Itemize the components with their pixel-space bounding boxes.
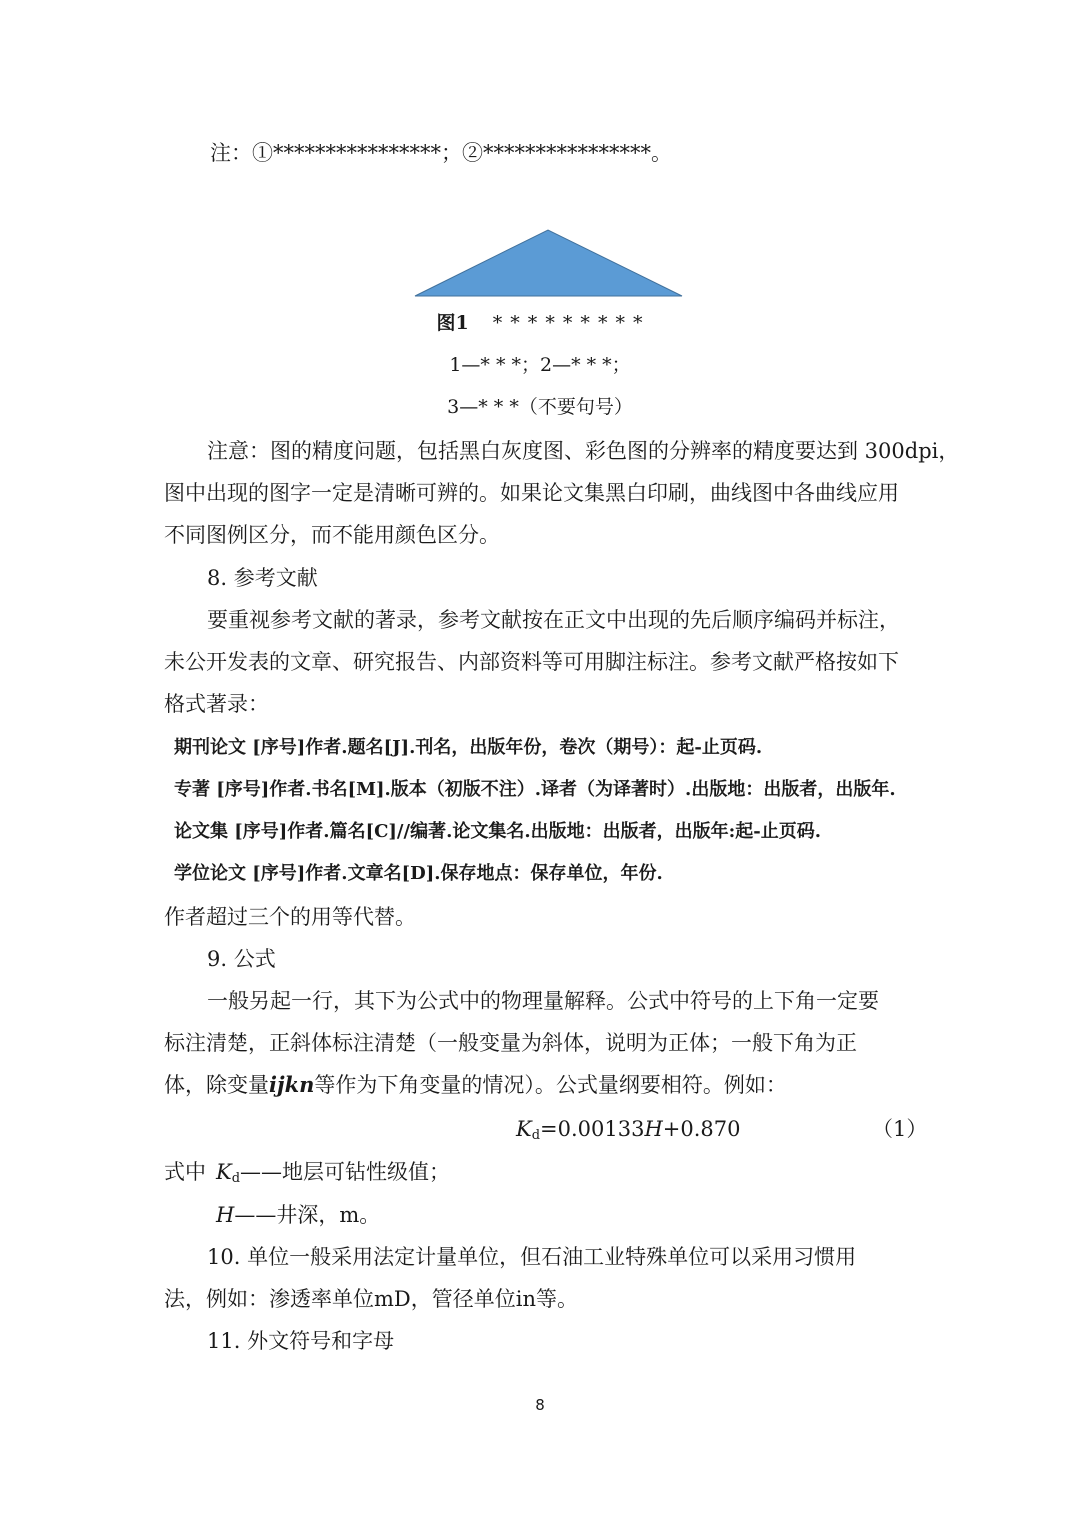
figure-legend-line2: 3—* * *（不要句号） xyxy=(447,396,633,418)
section9-body1: 一般另起一行，其下为公式中的物理量解释。公式中符号的上下角一定要 xyxy=(207,989,879,1013)
section10-line2: 法，例如：渗透率单位mD，管径单位in等。 xyxy=(164,1287,578,1311)
where-K-line: 式中 $K_d——$地层可钻性级值； xyxy=(164,1160,451,1186)
figure-legend-line1: 1—* * *；2—* * *； xyxy=(449,354,631,376)
authors-note: 作者超过三个的用等代替。 xyxy=(164,905,416,929)
section9-body2: 标注清楚，正斜体标注清楚（一般变量为斜体，说明为正体；一般下角为正 xyxy=(164,1031,857,1055)
attention-line2: 图中出现的图字一定是清晰可辨的。如果论文集黑白印刷，曲线图中各曲线应用 xyxy=(164,481,899,505)
section9-heading: 9. 公式 xyxy=(207,947,276,971)
figure-triangle xyxy=(414,228,684,298)
where-H-line: H——井深，m。 xyxy=(216,1203,381,1227)
section8-heading: 8. 参考文献 xyxy=(207,566,318,590)
page-number: 8 xyxy=(535,1396,545,1414)
figure-caption-title: 图1 xyxy=(436,312,469,334)
figure-caption xyxy=(0,308,1080,338)
attention-line3: 不同图例区分，而不能用颜色区分。 xyxy=(164,523,500,547)
ref-format-journal: 期刊论文 [序号]作者.题名[J].刊名，出版年份，卷次（期号）：起-止页码. xyxy=(174,737,763,758)
section8-body1: 要重视参考文献的著录，参考文献按在正文中出现的先后顺序编码并标注， xyxy=(207,608,900,632)
formula: $K_d=0.00133H+0.870$ xyxy=(516,1117,741,1143)
subscript-variables: ijkn xyxy=(269,1072,315,1097)
section10-line1: 10. 单位一般采用法定计量单位，但石油工业特殊单位可以采用习惯用 xyxy=(207,1245,857,1269)
section9-body3: 体，除变量ijkn等作为下角变量的情况）。公式量纲要相符。例如： xyxy=(164,1072,787,1097)
section8-body3: 格式著录： xyxy=(164,692,269,716)
attention-line1: 注意：图的精度问题，包括黑白灰度图、彩色图的分辨率的精度要达到 300dpi， xyxy=(207,439,960,463)
section11-heading: 11. 外文符号和字母 xyxy=(207,1329,395,1353)
ref-format-book: 专著 [序号]作者.书名[M].版本（初版不注）.译者（为译著时）.出版地：出版者，出版年. xyxy=(174,779,896,800)
figure-caption-stars: * * * * * * * * * xyxy=(492,312,644,334)
triangle-shape xyxy=(415,230,682,296)
ref-format-proceedings: 论文集 [序号]作者.篇名[C]//编著.论文集名.出版地：出版者，出版年:起-止页码. xyxy=(174,821,821,842)
ref-format-thesis: 学位论文 [序号]作者.文章名[D].保存地点：保存单位，年份. xyxy=(174,863,663,884)
equation-number: （1） xyxy=(872,1117,928,1141)
table-note: 注：①****************；②****************。 xyxy=(210,141,672,165)
section8-body2: 未公开发表的文章、研究报告、内部资料等可用脚注标注。参考文献严格按如下 xyxy=(164,650,899,674)
